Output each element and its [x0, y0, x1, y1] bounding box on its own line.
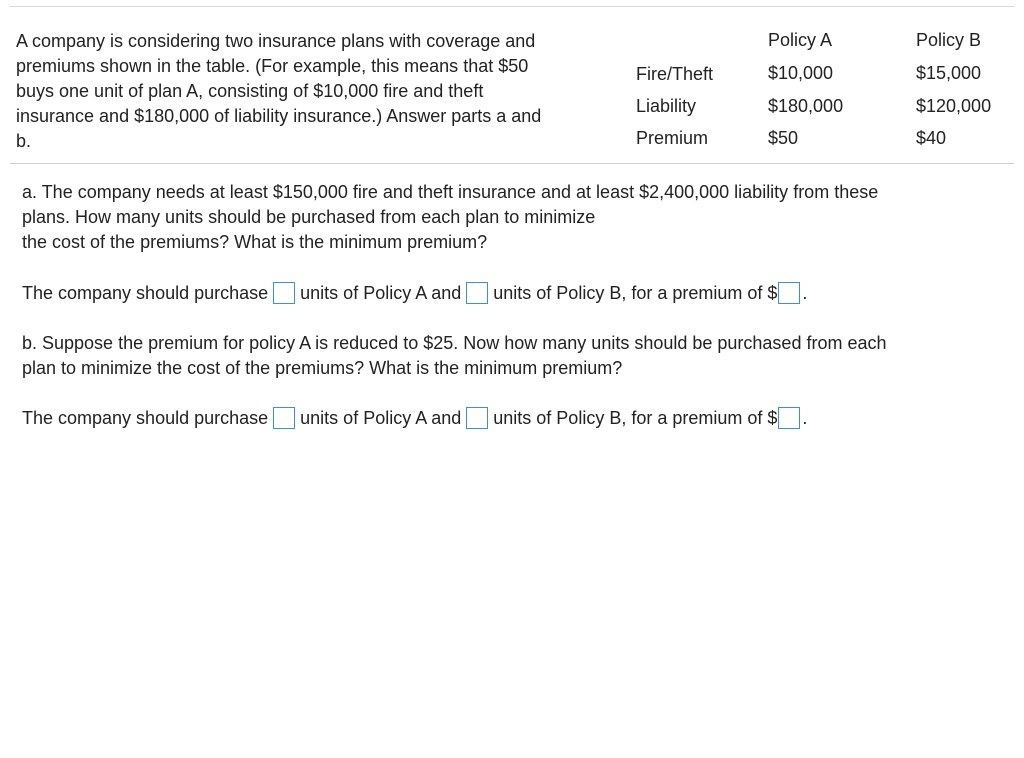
answer-prefix: The company should purchase — [22, 407, 269, 428]
answer-prefix: The company should purchase — [22, 282, 269, 303]
row-label-premium: Premium — [636, 128, 709, 148]
question-line: b. Suppose the premium for policy A is reduced to $25. Now how many units should be purchased from each — [22, 333, 887, 353]
cell-liability-policy-b: $120,000 — [916, 96, 992, 116]
part-b-units-policy-a-input[interactable] — [273, 407, 295, 429]
cell-premium-policy-a: $50 — [768, 128, 799, 148]
cell-fire-theft-policy-a: $10,000 — [768, 63, 834, 83]
question-line: a. The company needs at least $150,000 fire and theft insurance and at least $2,400,000 liability from these — [22, 182, 879, 202]
part-b-premium-input[interactable] — [778, 407, 800, 429]
cell-premium-policy-b: $40 — [916, 128, 947, 148]
column-header-policy-b: Policy B — [916, 30, 982, 50]
question-line: the cost of the premiums? What is the minimum premium? — [22, 232, 488, 252]
part-a-premium-input[interactable] — [778, 282, 800, 304]
part-b-answer-line — [22, 405, 807, 431]
cell-liability-policy-a: $180,000 — [768, 96, 844, 116]
row-label-liability: Liability — [636, 96, 697, 116]
intro-line: buys one unit of plan A, consisting of $10,000 fire and theft — [16, 81, 484, 101]
answer-end: . — [802, 407, 808, 428]
answer-end: . — [802, 282, 808, 303]
part-b-units-policy-b-input[interactable] — [466, 407, 488, 429]
intro-line: insurance and $180,000 of liability insurance.) Answer parts a and — [16, 106, 542, 126]
question-line: plans. How many units should be purchased from each plan to minimize — [22, 207, 596, 227]
part-a-question — [22, 180, 878, 255]
answer-suffix: units of Policy B, for a premium of $ — [493, 407, 778, 428]
answer-middle: units of Policy A and — [300, 407, 462, 428]
question-line: plan to minimize the cost of the premiums? What is the minimum premium? — [22, 358, 623, 378]
intro-line: premiums shown in the table. (For example, this means that $50 — [16, 56, 529, 76]
row-label-fire-theft: Fire/Theft — [636, 64, 714, 84]
intro-line: b. — [16, 131, 32, 151]
cell-fire-theft-policy-b: $15,000 — [916, 63, 982, 83]
part-a-units-policy-a-input[interactable] — [273, 282, 295, 304]
intro-line: A company is considering two insurance plans with coverage and — [16, 31, 536, 51]
part-a-units-policy-b-input[interactable] — [466, 282, 488, 304]
intro-text — [16, 29, 612, 154]
column-header-policy-a: Policy A — [768, 30, 833, 50]
answer-suffix: units of Policy B, for a premium of $ — [493, 282, 778, 303]
part-a-answer-line — [22, 280, 807, 306]
part-b-question — [22, 331, 886, 381]
answer-middle: units of Policy A and — [300, 282, 462, 303]
